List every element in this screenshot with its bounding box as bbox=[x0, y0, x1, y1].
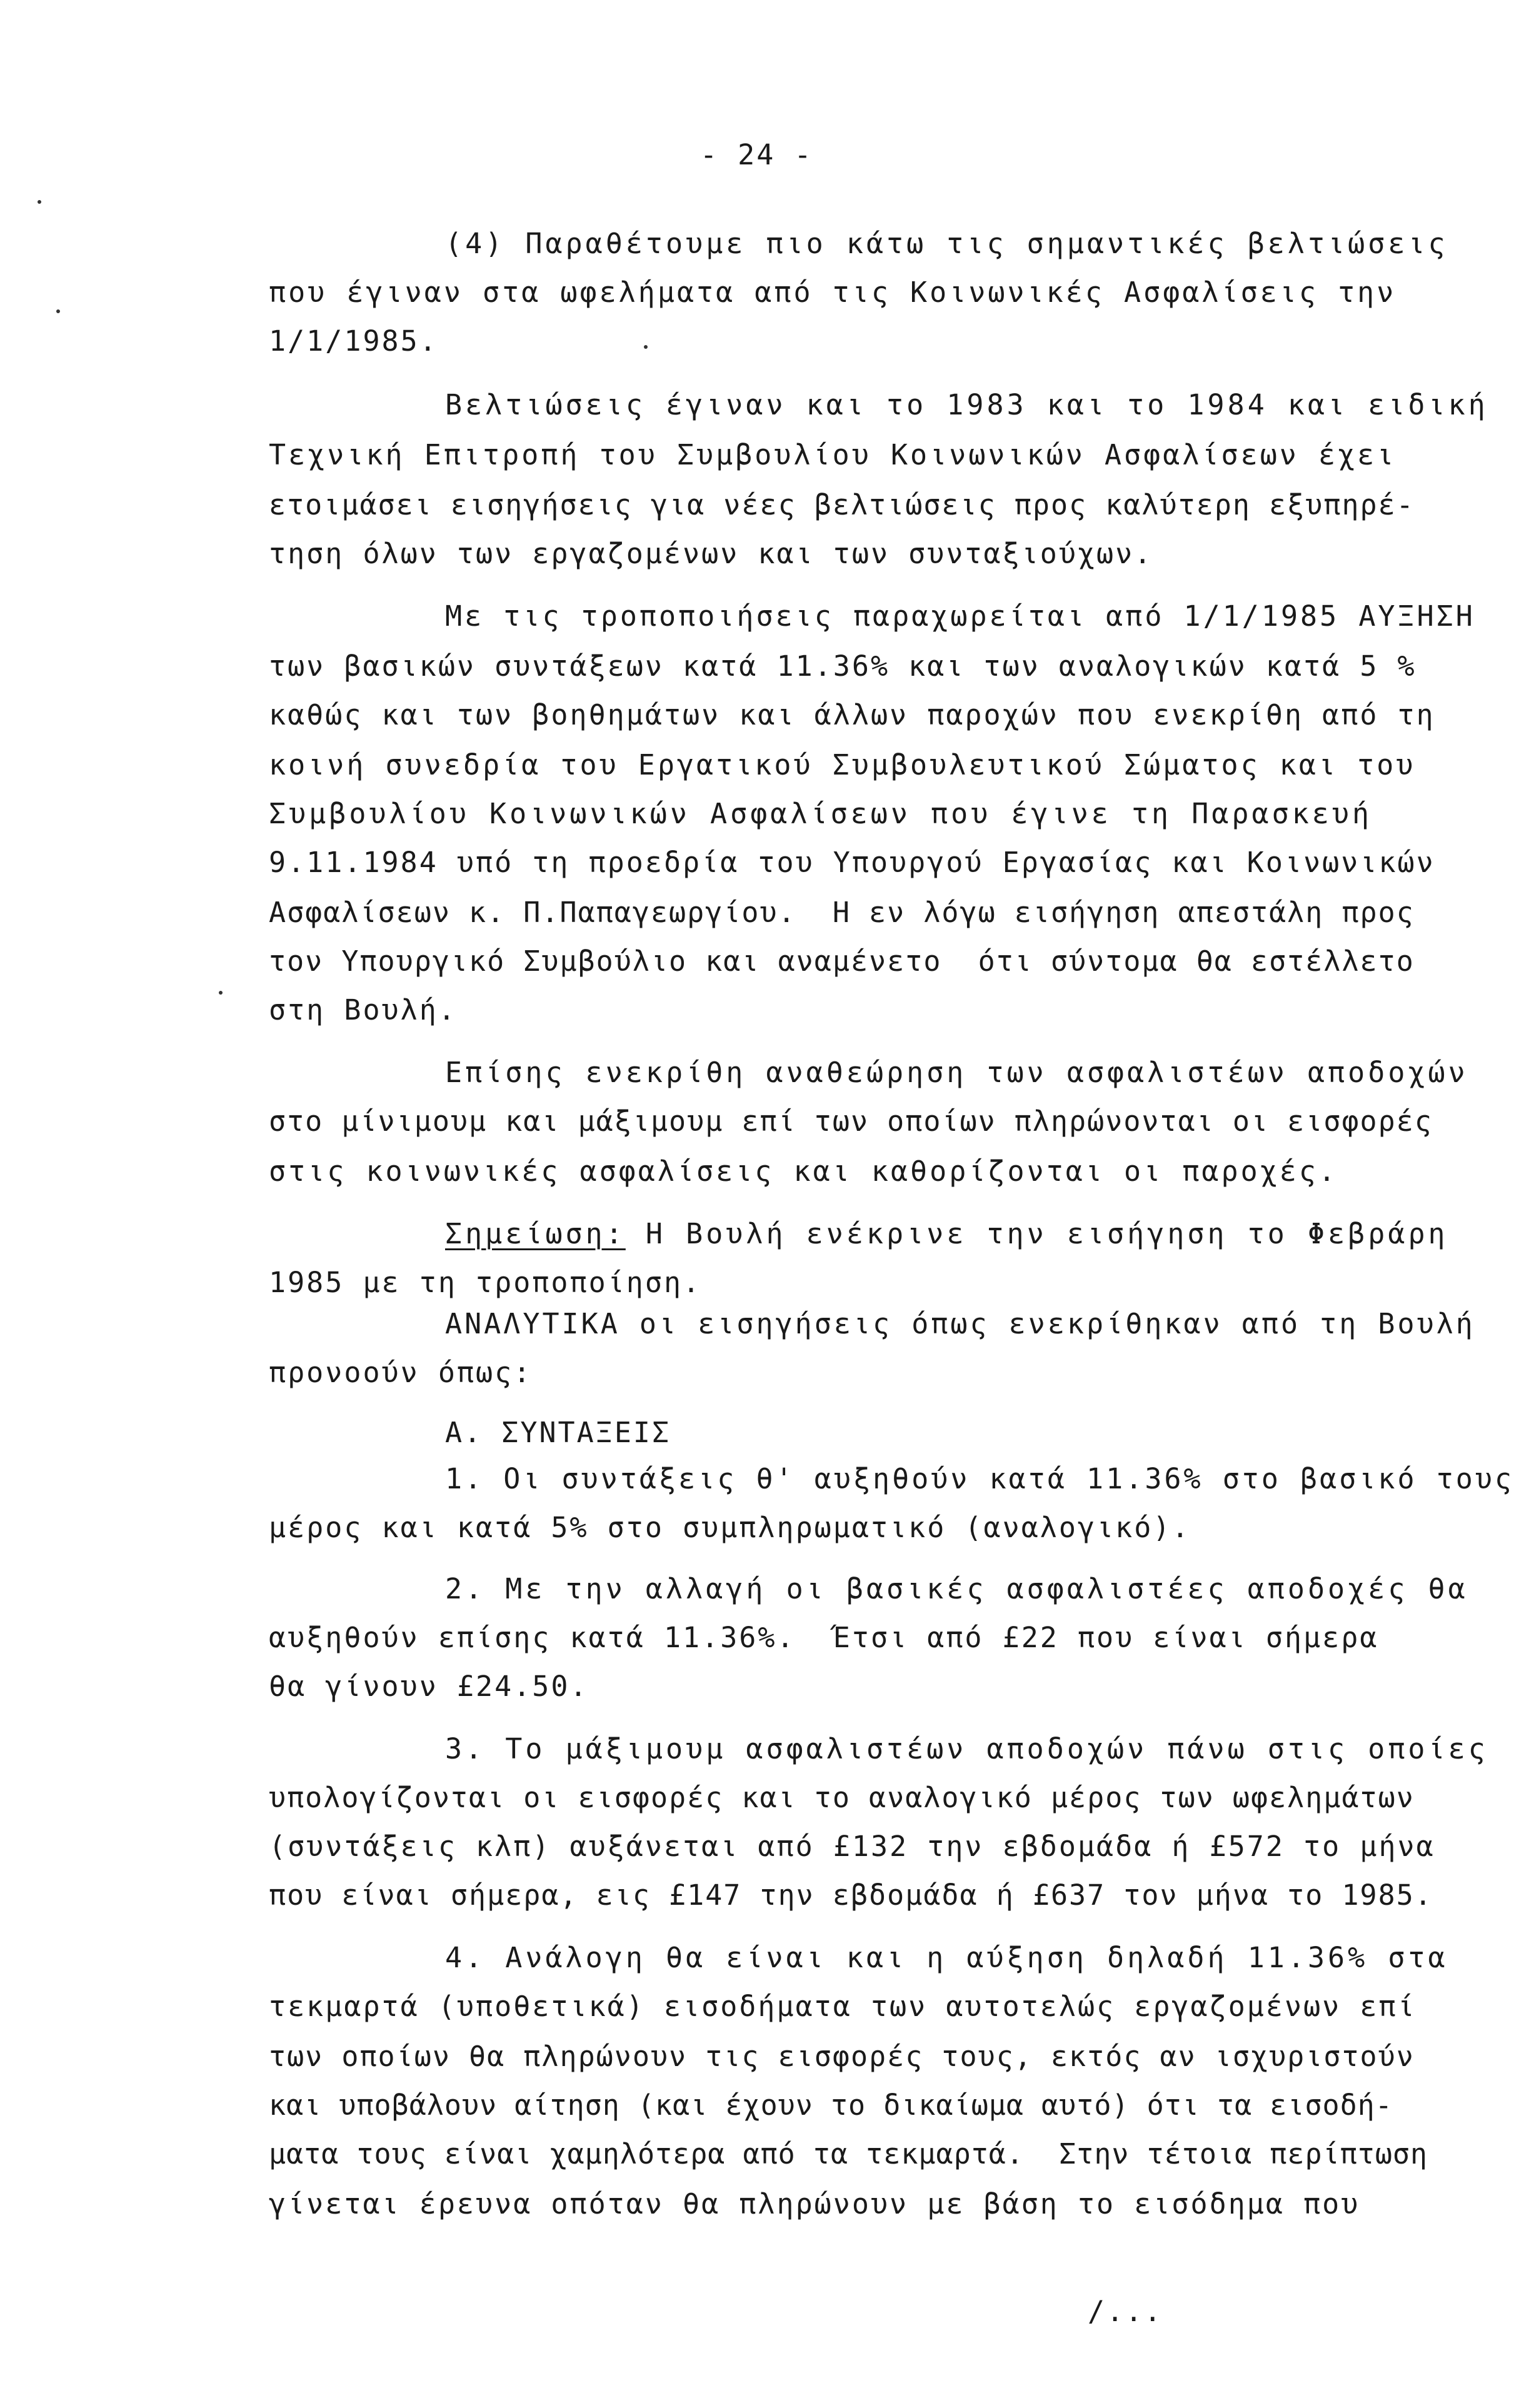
paragraph-line: που έγιναν στα ωφελήματα από τις Κοινωνικές Ασφαλίσεις την bbox=[269, 276, 1396, 309]
paragraph-line: καθώς και των βοηθημάτων και άλλων παροχών που ενεκρίθη από τη bbox=[269, 698, 1435, 731]
paragraph-line: Με τις τροποποιήσεις παραχωρείται από 1/1/1985 ΑΥΞΗΣΗ bbox=[445, 599, 1475, 633]
paragraph-line: Ασφαλίσεων κ. Π.Παπαγεωργίου. Η εν λόγω εισήγηση απεστάλη προς bbox=[269, 896, 1415, 929]
paragraph-line: στις κοινωνικές ασφαλίσεις και καθορίζονται οι παροχές. bbox=[269, 1155, 1338, 1188]
list-item-line: θα γίνουν £24.50. bbox=[269, 1670, 589, 1703]
list-item-line: και υποβάλουν αίτηση (και έχουν το δικαίωμα αυτό) ότι τα εισοδή- bbox=[269, 2089, 1393, 2122]
continuation-mark: /... bbox=[1088, 2295, 1163, 2328]
paragraph-line: κοινή συνεδρία του Εργατικού Συμβουλευτικού Σώματος και του bbox=[269, 748, 1416, 781]
list-item-line: 3. Το μάξιμουμ ασφαλιστέων αποδοχών πάνω στις οποίες bbox=[445, 1732, 1488, 1765]
paragraph-line: των βασικών συντάξεων κατά 11.36% και των αναλογικών κατά 5 % bbox=[269, 650, 1416, 683]
paragraph-line: ΑΝΑΛΥΤΙΚΑ οι εισηγήσεις όπως ενεκρίθηκαν από τη Βουλή bbox=[445, 1307, 1475, 1340]
section-heading: Α. ΣΥΝΤΑΞΕΙΣ bbox=[445, 1416, 671, 1449]
note-line bbox=[445, 1217, 1448, 1252]
paragraph-line: Βελτιώσεις έγιναν και το 1983 και το 1984 και ειδική bbox=[445, 388, 1488, 421]
list-item-line: υπολογίζονται οι εισφορές και το αναλογικό μέρος των ωφελημάτων bbox=[269, 1781, 1415, 1814]
paragraph-line: 1985 με τη τροποποίηση. bbox=[269, 1266, 702, 1299]
paragraph-line: 1/1/1985. bbox=[269, 324, 438, 358]
list-item-line: των οποίων θα πληρώνουν τις εισφορές τους, εκτός αν ισχυριστούν bbox=[269, 2040, 1415, 2073]
list-item-line: μέρος και κατά 5% στο συμπληρωματικό (αναλογικό). bbox=[269, 1511, 1191, 1544]
note-text: Η Βουλή ενέκρινε την εισήγηση το Φεβράρη bbox=[625, 1217, 1448, 1250]
list-item-line: γίνεται έρευνα οπόταν θα πληρώνουν με βάση το εισόδημα που bbox=[269, 2187, 1360, 2220]
paragraph-line: Συμβουλίου Κοινωνικών Ασφαλίσεων που έγινε τη Παρασκευή bbox=[269, 797, 1373, 830]
paragraph-line: στο μίνιμουμ και μάξιμουμ επί των οποίων πληρώνονται οι εισφορές bbox=[269, 1105, 1433, 1138]
paragraph-line: ετοιμάσει εισηγήσεις για νέες βελτιώσεις προς καλύτερη εξυπηρέ- bbox=[269, 488, 1415, 521]
list-item-line: που είναι σήμερα, εις £147 την εβδομάδα ή £637 τον μήνα το 1985. bbox=[269, 1879, 1433, 1912]
scan-speck bbox=[56, 309, 60, 313]
list-item-line: 2. Με την αλλαγή οι βασικές ασφαλιστέες αποδοχές θα bbox=[445, 1572, 1468, 1605]
list-item-line: ματα τους είναι χαμηλότερα από τα τεκμαρτά. Στην τέτοια περίπτωση bbox=[269, 2137, 1428, 2170]
list-item-line: αυξηθούν επίσης κατά 11.36%. Έτσι από £22 που είναι σήμερα bbox=[269, 1621, 1379, 1654]
paragraph-line: τον Υπουργικό Συμβούλιο και αναμένετο ότι σύντομα θα εστέλλετο bbox=[269, 945, 1415, 978]
paragraph-line: τηση όλων των εργαζομένων και των συνταξιούχων. bbox=[269, 537, 1153, 570]
paragraph-line: (4) Παραθέτουμε πιο κάτω τις σημαντικές βελτιώσεις bbox=[445, 227, 1448, 260]
scan-speck bbox=[644, 345, 648, 349]
paragraph-line: στη Βουλή. bbox=[269, 993, 457, 1026]
scan-speck bbox=[38, 200, 41, 204]
note-label: Σημείωση: bbox=[445, 1217, 626, 1250]
scan-speck bbox=[219, 991, 223, 995]
list-item-line: (συντάξεις κλπ) αυξάνεται από £132 την εβδομάδα ή £572 το μήνα bbox=[269, 1830, 1435, 1863]
list-item-line: 1. Οι συντάξεις θ' αυξηθούν κατά 11.36% στο βασικό τους bbox=[445, 1462, 1514, 1495]
paragraph-line: 9.11.1984 υπό τη προεδρία του Υπουργού Εργασίας και Κοινωνικών bbox=[269, 846, 1435, 879]
list-item-line: τεκμαρτά (υποθετικά) εισοδήματα των αυτοτελώς εργαζομένων επί bbox=[269, 1990, 1416, 2023]
page-number: - 24 - bbox=[700, 138, 813, 171]
paragraph-line: Επίσης ενεκρίθη αναθεώρηση των ασφαλιστέων αποδοχών bbox=[445, 1056, 1468, 1089]
paragraph-line: Τεχνική Επιτροπή του Συμβουλίου Κοινωνικών Ασφαλίσεων έχει bbox=[269, 438, 1396, 471]
paragraph-line: προνοούν όπως: bbox=[269, 1356, 533, 1389]
list-item-line: 4. Ανάλογη θα είναι και η αύξηση δηλαδή 11.36% στα bbox=[445, 1941, 1448, 1974]
